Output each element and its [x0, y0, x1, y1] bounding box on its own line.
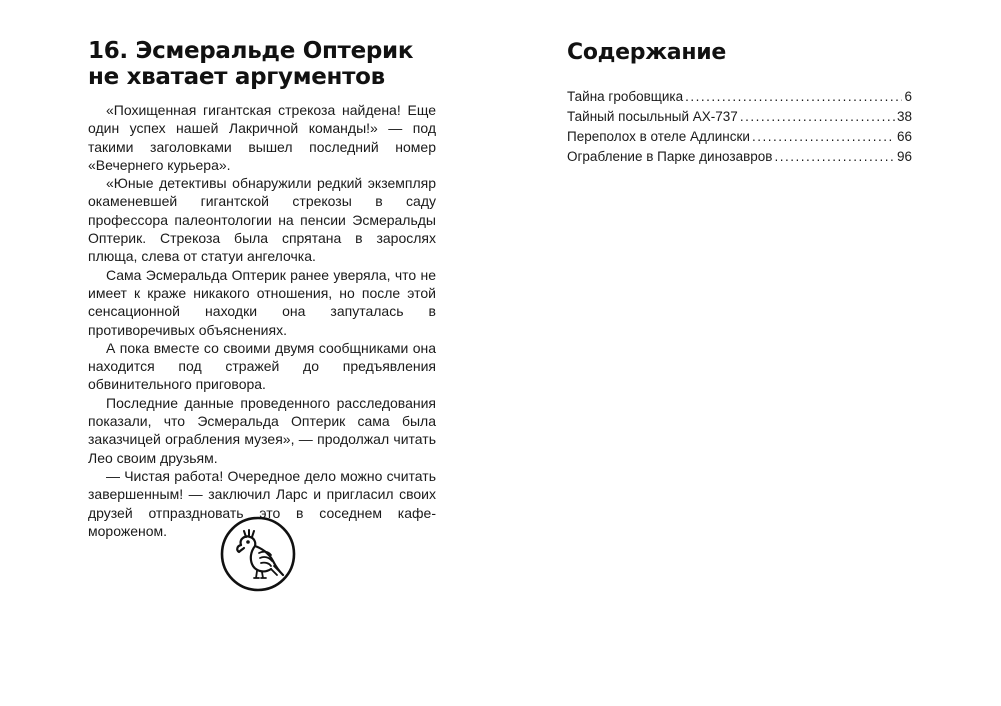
toc-entry-page: 6	[904, 89, 912, 104]
toc-entry	[567, 147, 912, 167]
toc-leader-dots	[740, 107, 895, 127]
left-page	[0, 0, 500, 706]
chapter-title	[88, 38, 448, 90]
chapter-title-line-2: не хватает аргументов	[88, 64, 385, 90]
right-page	[500, 0, 1001, 706]
paragraph: А пока вместе со своими двумя сообщниками она находится под стражей до предъявления обвинительного приговора.	[88, 339, 436, 393]
toc-leader-dots	[752, 127, 895, 147]
toc-entry-page: 66	[896, 129, 912, 144]
toc-entry-title: Ограбление в Парке динозавров	[567, 149, 773, 164]
paragraph: Сама Эсмеральда Оптерик ранее уверяла, что не имеет к краже никакого отношения, но после этой сенсационной находки она запуталась в противоречивых объяснениях.	[88, 266, 436, 338]
toc-entry	[567, 107, 912, 127]
chapter-body	[88, 101, 436, 540]
toc-entry-title: Тайна гробовщика	[567, 89, 684, 104]
toc-title: Содержание	[567, 40, 726, 65]
parrot-in-circle-icon	[219, 515, 297, 593]
paragraph: Последние данные проведенного расследования показали, что Эсмеральда Оптерик сама была заказчицей ограбления музея», — продолжал читать Лео своим друзьям.	[88, 394, 436, 466]
toc-entry-title: Тайный посыльный АХ-737	[567, 109, 738, 124]
toc-entry	[567, 87, 912, 107]
table-of-contents	[567, 87, 912, 167]
paragraph: — Чистая работа! Очередное дело можно считать завершенным! — заключил Ларс и пригласил своих друзей отпраздновать это в соседнем кафе-мороженом.	[88, 467, 436, 539]
toc-leader-dots	[685, 87, 902, 107]
toc-entry-title: Переполох в отеле Адлински	[567, 129, 750, 144]
toc-entry-page: 96	[896, 149, 912, 164]
paragraph: «Похищенная гигантская стрекоза найдена! Еще один успех нашей Лакричной команды!» — под такими заголовками вышел последний номер «Вечернего курьера».	[88, 102, 436, 173]
paragraph: «Юные детективы обнаружили редкий экземпляр окаменевшей гигантской стрекозы в саду профессора палеонтологии на пенсии Эсмеральды Оптерик. Стрекоза была спрятана в зарослях плюща, слева от статуи ангелочка.	[88, 175, 436, 265]
toc-entry-page: 38	[896, 109, 912, 124]
chapter-title-line-1: 16. Эсмеральде Оптерик	[88, 38, 414, 64]
toc-entry	[567, 127, 912, 147]
toc-leader-dots	[774, 147, 895, 167]
